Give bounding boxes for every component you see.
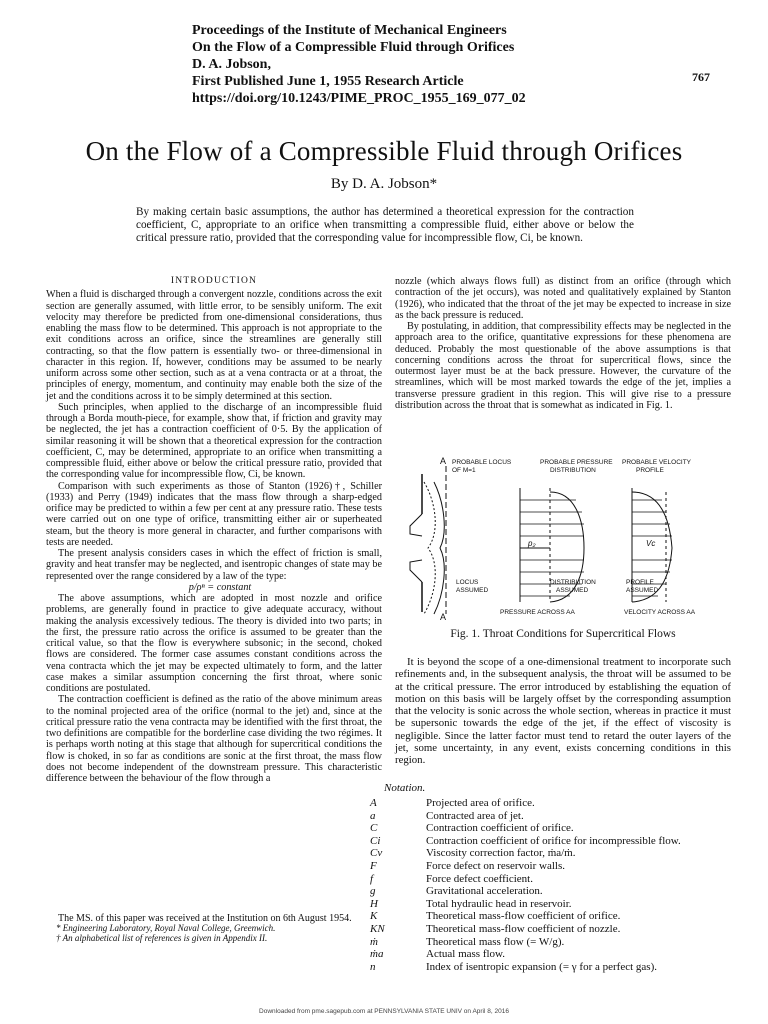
notation-symbol: KN — [370, 922, 385, 935]
notation-definition: Viscosity correction factor, ṁa/ṁ. — [426, 847, 576, 860]
paragraph: When a fluid is discharged through a convergent nozzle, conditions across the exit section are generally assumed, with little error, to be sensibly uniform. The exit velocity may therefore be predicted from one-dimensional considerations, thus enabling the mass flow to be determined. This approach is not appropriate to the exit conditions across an orifice, since the streamlines are generally still contracting, so that the flow pattern is essentially two- or three-dimensional in character in this region. If, however, conditions may be assumed to be nearly uniform across some other section, such as at a vena contracta or at a throat, the principles of energy, momentum, and continuity may enable both the size of the jet and the conditions across it to be simply determined at this section. — [46, 289, 382, 402]
figure-caption: Fig. 1. Throat Conditions for Supercritical Flows — [450, 628, 676, 640]
page-number: 767 — [692, 70, 710, 84]
notation-definition: Force defect on reservoir walls. — [426, 859, 565, 872]
notation-definition: Contraction coefficient of orifice for incompressible flow. — [426, 834, 681, 847]
notation-definition: Contracted area of jet. — [426, 809, 524, 822]
footnotes — [46, 913, 382, 943]
notation-symbol: a — [370, 809, 376, 822]
label-distribution: DISTRIBUTION — [550, 467, 596, 474]
notation-row — [368, 898, 728, 911]
notation-row — [368, 860, 728, 873]
notation-definition: Theoretical mass-flow coefficient of nozzle. — [426, 922, 621, 935]
notation-definition: Index of isentropic expansion (= γ for a perfect gas). — [426, 960, 657, 973]
notation-list — [368, 782, 728, 973]
label-velocity-across: VELOCITY ACROSS AA — [624, 609, 696, 616]
notation-row — [368, 948, 728, 961]
notation-symbol: f — [370, 872, 374, 885]
notation-symbol: F — [370, 859, 377, 872]
label-probable-locus: PROBABLE LOCUS — [452, 459, 512, 466]
label-p2: p₂ — [528, 539, 536, 548]
paragraph: Comparison with such experiments as those of Stanton (1926)†, Schiller (1933) and Perry (1949) indicates that the mass flow through a sharp-edged orifice may be predicted to within a few per cent at any pressure ratio. These tests were carried out on one type of orifice, transmitting either air or superheated steam, but the theory is more general in character, and further comparisons with tests are needed. — [46, 480, 382, 548]
label-a-top: A — [440, 456, 447, 466]
paragraph: The above assumptions, which are adopted in most nozzle and orifice problems, are generally found in practice to give adequate accuracy, without making the analysis excessively tedious. The theory is divided into two parts; in the first, the pressure ratio across the orifice is assumed to be greater than the critical value, so that the flow is everywhere subsonic; in the second, choked flows are considered. The former case assumes constant conditions across the vena contracta which the jet may be expected ultimately to form, and the latter case makes a similar assumption concerning the first throat, where sonic conditions are postulated. — [46, 593, 382, 694]
notation-definition: Projected area of orifice. — [426, 797, 535, 809]
notation-row — [368, 797, 728, 810]
label-locus-assumed-1: LOCUS — [456, 579, 479, 586]
right-column-continued — [395, 656, 731, 767]
citation-header — [192, 22, 592, 107]
footnote-affiliation: * Engineering Laboratory, Royal Naval College, Greenwich. — [56, 923, 276, 933]
paragraph: The present analysis considers cases in which the effect of friction is small, gravity and heat transfer may be neglected, and isentropic changes of state may be represented over the range considered by a law of the type: — [46, 548, 382, 582]
notation-symbol: Cv — [370, 847, 383, 860]
left-column — [46, 276, 382, 784]
notation-definition: Theoretical mass-flow coefficient of orifice. — [426, 910, 621, 923]
label-dist-assumed-2: ASSUMED — [556, 587, 589, 594]
notation-symbol: g — [370, 885, 376, 898]
notation-definition: Actual mass flow. — [426, 948, 506, 961]
paragraph: It is beyond the scope of a one-dimensional treatment to incorporate such refinements and, in the subsequent analysis, the throat will be assumed to be at the critical pressure. The error introduced by establishing the equation of motion on this basis will be largely offset by the corresponding assumption that the velocity is sonic across the whole section, whereas in practice it must be supersonic towards the edge of the jet, if the effect of viscosity is negligible. Since the latter factor must tend to retard the outer layers of the jet, some uncertainty, in any event, exists concerning conditions in this region. — [395, 656, 731, 767]
paragraph: By postulating, in addition, that compressibility effects may be neglected in the approach area to the orifice, quantitative expressions for these phenomena are deduced. Probably the most questionable of the above assumptions is that concerning conditions across the throat for supercritical flows, since the outermost layer must be at the back pressure. However, the curvature of the streamlines, which will be most marked towards the edge of the jet, implies a transverse pressure gradient in this region. This will give rise to a pressure distribution across the throat that is somewhat as indicated in Fig. 1. — [395, 321, 731, 411]
footnote-references: † An alphabetical list of references is given in Appendix II. — [56, 932, 268, 943]
author-header: D. A. Jobson, — [192, 57, 271, 72]
notation-definition: Force defect coefficient. — [426, 872, 533, 885]
notation-symbol: n — [370, 960, 376, 973]
notation-row — [368, 822, 728, 835]
notation-symbol: ṁ — [370, 935, 378, 948]
notation-row — [368, 885, 728, 898]
notation-row — [368, 923, 728, 936]
label-profile: PROFILE — [636, 467, 664, 474]
download-footer: Downloaded from pme.sagepub.com at PENNSYLVANIA STATE UNIV on April 8, 2016 — [259, 1008, 509, 1015]
notation-row — [368, 936, 728, 949]
notation-title: Notation. — [384, 782, 426, 794]
label-of-m1: OF M=1 — [452, 467, 476, 474]
right-column — [395, 276, 731, 411]
byline: By D. A. Jobson* — [330, 176, 438, 192]
notation-symbol: K — [370, 910, 378, 923]
received-note: The MS. of this paper was received at the Institution on 6th August 1954. — [58, 913, 352, 924]
abstract: By making certain basic assumptions, the author has determined a theoretical expression for the contraction coefficient, C, appropriate to an orifice when transmitting a compressible fluid, either above or below the critical pressure ratio, provided that the corresponding value for incompressible flow, Ci, be known. — [136, 206, 634, 245]
paragraph: nozzle (which always flows full) as distinct from an orifice (through which contraction of the jet occurs), was noted and qualitatively explained by Stanton (1926), who indicated that the throat of the jet may be expected to increase in size as the back pressure is reduced. — [395, 276, 731, 321]
paragraph: The contraction coefficient is defined as the ratio of the above minimum areas to the nominal projected area of the orifice (normal to the jet) and, since at the critical pressure ratio the vena contracta may be identified with the first throat, the two definitions are compatible for the borderline case dividing the two régimes. It is perhaps worth noting at this stage that although for supercritical conditions the flow is choked, in so far as conditions are sonic at the first throat, the mass flow does not become independent of the downstream pressure. This characteristic difference between the behaviour of the flow through a — [46, 694, 382, 784]
paragraph: Such principles, when applied to the discharge of an incompressible fluid through a Borda mouth-piece, for example, show that, if friction and gravity may be neglected, the jet has a contraction coefficient of 0·5. By the application of similar reasoning it will be shown that a theoretical expression for the contraction coefficient, C, may be determined, appropriate to an orifice when transmitting a compressible fluid, either above or below the critical pressure ratio, provided that the corresponding value for incompressible flow, Ci, be known. — [46, 401, 382, 481]
label-vc: Vc — [646, 539, 656, 548]
formula: p/ρⁿ = constant — [188, 581, 252, 593]
label-pressure-across: PRESSURE ACROSS AA — [500, 609, 575, 616]
notation-definition: Total hydraulic head in reservoir. — [426, 897, 572, 910]
label-prof-assumed-2: ASSUMED — [626, 587, 659, 594]
section-heading-introduction: INTRODUCTION — [170, 276, 258, 286]
label-a-bottom: A — [440, 612, 447, 622]
label-dist-assumed-1: DISTRIBUTION — [550, 579, 596, 586]
label-locus-assumed-2: ASSUMED — [456, 587, 489, 594]
label-prof-assumed-1: PROFILE — [626, 579, 654, 586]
notation-symbol: A — [370, 797, 377, 809]
journal-name: Proceedings of the Institute of Mechanical Engineers — [192, 23, 507, 38]
notation-row — [368, 810, 728, 823]
notation-symbol: C — [370, 822, 378, 835]
label-probable-pressure: PROBABLE PRESSURE — [540, 459, 613, 466]
notation-definition: Gravitational acceleration. — [426, 885, 543, 898]
article-title-header: On the Flow of a Compressible Fluid through Orifices — [192, 40, 515, 55]
notation-row — [368, 910, 728, 923]
notation-symbol: ṁa — [370, 948, 384, 961]
notation-symbol: H — [370, 897, 378, 910]
figure-1-diagram — [400, 452, 730, 622]
label-probable-velocity: PROBABLE VELOCITY — [622, 459, 691, 466]
notation-definition: Theoretical mass flow (= W/g). — [426, 935, 565, 948]
notation-row — [368, 873, 728, 886]
paper-title: On the Flow of a Compressible Fluid through Orifices — [85, 136, 683, 166]
notation-row — [368, 835, 728, 848]
notation-row — [368, 847, 728, 860]
notation-row — [368, 961, 728, 974]
notation-symbol: Ci — [370, 834, 381, 847]
published-date: First Published June 1, 1955 Research Article — [192, 74, 464, 89]
notation-definition: Contraction coefficient of orifice. — [426, 822, 574, 835]
doi-link[interactable]: https://doi.org/10.1243/PIME_PROC_1955_169_077_02 — [192, 91, 526, 106]
